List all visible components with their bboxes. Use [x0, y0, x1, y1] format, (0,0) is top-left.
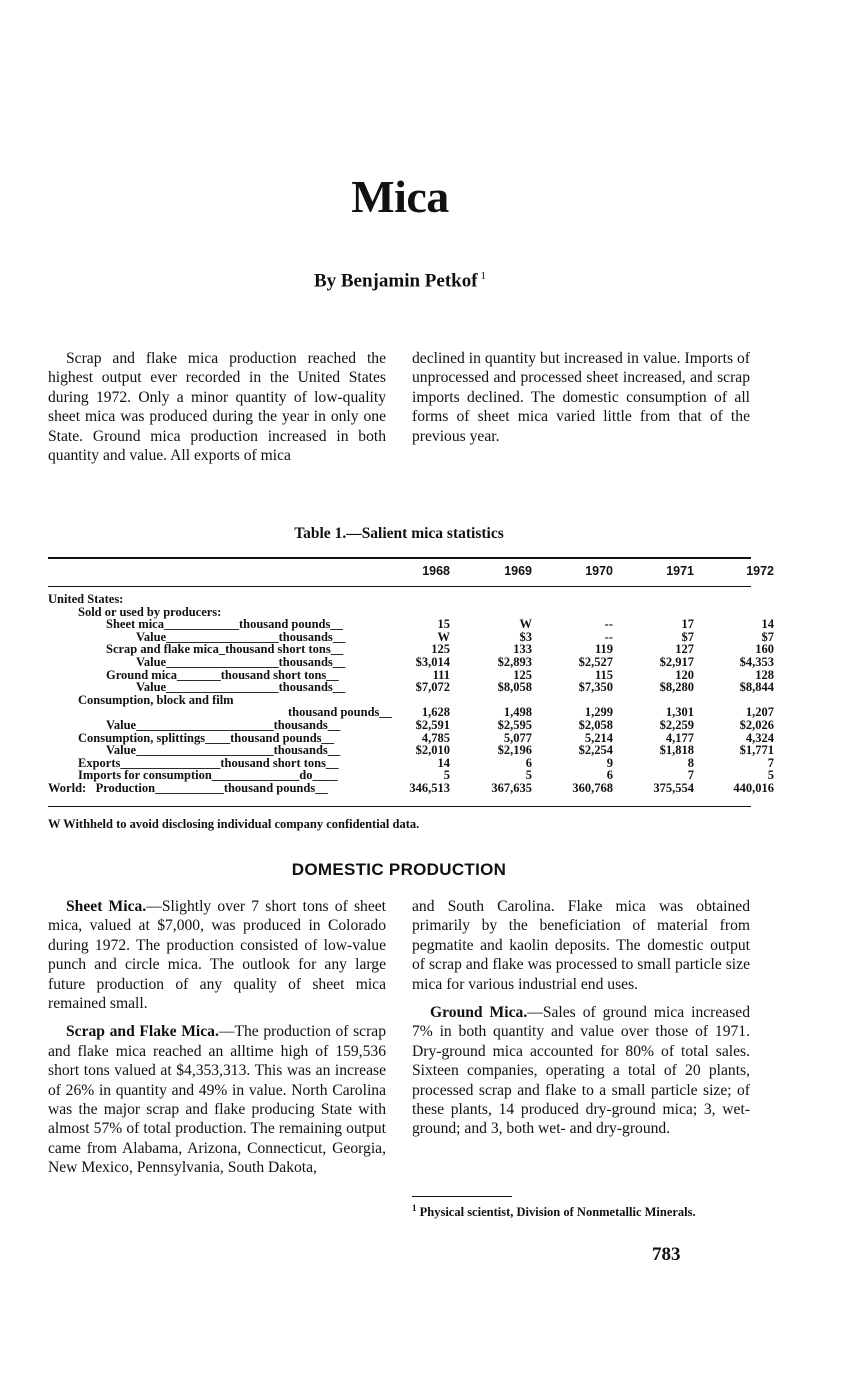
row-label: Value__________________thousands__	[136, 629, 346, 644]
table-top-rule	[48, 557, 751, 559]
table-caption: Table 1.—Salient mica statistics	[294, 525, 504, 542]
ground-mica-paragraph	[412, 1003, 750, 1139]
table-cell: $2,595	[497, 717, 532, 732]
table-cell: $3	[519, 629, 532, 644]
page-number: 783	[652, 1244, 681, 1265]
table-cell: 5,214	[584, 730, 613, 745]
table-cell: 4,324	[745, 730, 774, 745]
row-label: Value__________________thousands__	[136, 680, 346, 695]
table-cell: 346,513	[409, 780, 450, 795]
table-cell: $2,010	[415, 743, 450, 758]
table-cell: $2,058	[578, 717, 613, 732]
table-cell: $2,254	[578, 743, 613, 758]
table-row	[48, 654, 774, 669]
table-cell: 4,785	[421, 730, 450, 745]
page-title: Mica	[351, 171, 449, 222]
table-cell: $2,591	[415, 717, 450, 732]
table-cell: 360,768	[572, 780, 613, 795]
table-cell: 125	[513, 667, 532, 682]
table-cell: $7,350	[578, 680, 613, 695]
intro-right-column	[412, 349, 750, 455]
row-label: Imports for consumption______________do____	[78, 768, 338, 783]
author-footnote-marker: 1	[480, 270, 487, 282]
footnote-rule	[412, 1196, 512, 1197]
table-cell: $8,844	[739, 680, 774, 695]
row-label: Consumption, splittings____thousand pounds__	[78, 730, 335, 745]
footnote-text: Physical scientist, Division of Nonmetallic Minerals.	[419, 1205, 696, 1220]
table-cell: 1,498	[503, 705, 532, 720]
ground-mica-heading: Ground Mica.	[430, 1004, 528, 1022]
table-cell: $7	[761, 629, 774, 644]
table-cell: 1,207	[745, 705, 774, 720]
table-cell: $4,353	[739, 654, 774, 669]
table-cell: $8,058	[497, 680, 532, 695]
table-cell: 119	[594, 642, 613, 657]
table-cell: --	[604, 617, 613, 632]
table-cell: 15	[437, 617, 450, 632]
table-cell: 375,554	[653, 780, 694, 795]
table-cell: 14	[437, 755, 450, 770]
table-cell: 125	[431, 642, 450, 657]
table-row	[48, 717, 774, 732]
table-cell: 115	[594, 667, 613, 682]
body-right-column	[412, 897, 750, 1148]
table-cell: 9	[606, 755, 613, 770]
table-cell: $3,014	[415, 654, 450, 669]
table-cell: $1,771	[739, 743, 774, 758]
table-cell: 128	[755, 667, 774, 682]
footnote-marker: 1	[412, 1203, 417, 1213]
table-cell: $2,196	[497, 743, 532, 758]
table-cell: W	[437, 629, 450, 644]
intro-paragraph-left: Scrap and flake mica production reached the highest output ever recorded in the United States during 1972. Only a minor quantity of low-quality sheet mica was produced during the year in only one State. Ground mica production increased in both quantity and value. All exports of mica	[48, 350, 386, 465]
row-label: thousand pounds__	[288, 705, 392, 720]
salient-statistics-table	[48, 592, 774, 795]
row-label: Value______________________thousands__	[106, 717, 341, 732]
row-label: Value__________________thousands__	[136, 654, 346, 669]
year-header: 1968	[422, 564, 450, 578]
table-footnote: W Withheld to avoid disclosing individual company confidential data.	[48, 817, 420, 831]
table-cell: $1,818	[659, 743, 694, 758]
year-header: 1969	[504, 564, 532, 578]
table-cell: $2,893	[497, 654, 532, 669]
table-cell: 14	[761, 617, 774, 632]
body-left-column	[48, 897, 386, 1187]
row-label: Exports________________thousand short tons__	[78, 755, 339, 770]
table-cell: $7	[681, 629, 694, 644]
table-cell: 4,177	[665, 730, 694, 745]
sheet-mica-heading: Sheet Mica.	[66, 898, 147, 915]
table-cell: 6	[606, 768, 613, 783]
table-cell: 1,299	[584, 705, 613, 720]
year-header: 1970	[585, 564, 613, 578]
table-cell: W	[519, 617, 532, 632]
table-header-rule	[48, 586, 751, 587]
table-cell: 133	[513, 642, 532, 657]
row-label: Sheet mica____________thousand pounds__	[106, 617, 343, 632]
table-cell: 367,635	[491, 780, 532, 795]
year-header: 1971	[666, 564, 694, 578]
table-cell: 5	[525, 768, 532, 783]
table-cell: $8,280	[659, 680, 694, 695]
row-label: Value______________________thousands__	[106, 743, 341, 758]
sheet-mica-text: —Slightly over 7 short tons of sheet mica, valued at $7,000, was produced in Colorado during 1972. The production consisted of low-value punch and circle mica. The outlook for any large future production of any quality of sheet mica remained small.	[48, 898, 386, 1013]
table-cell: --	[604, 629, 613, 644]
table-row	[48, 780, 774, 795]
scrap-flake-paragraph	[48, 1022, 386, 1177]
table-cell: 1,628	[421, 705, 450, 720]
table-bottom-rule	[48, 806, 751, 807]
row-label: Sold or used by producers:	[78, 604, 222, 619]
section-heading: DOMESTIC PRODUCTION	[291, 860, 507, 879]
table-row	[48, 593, 751, 606]
table-cell: 6	[525, 755, 532, 770]
row-label: United States:	[48, 592, 124, 606]
table-cell: 5	[767, 768, 774, 783]
ground-mica-text: —Sales of ground mica increased 7% in both quantity and value over those of 1971. Dry-ground mica accounted for 80% of total sales. Sixteen companies, operating a total of 20 plants, processed scrap and flake to a small particle size; of these plants, 14 produced dry-ground mica; 3, wet-ground; and 3, both wet- and dry-ground.	[412, 1004, 750, 1138]
intro-left-column	[48, 349, 386, 474]
row-label: Consumption, block and film	[78, 692, 234, 707]
scrap-flake-text: —The production of scrap and flake mica reached an alltime high of 159,536 short tons valued at $4,353,313. This was an increase of 26% in quantity and 49% in value. North Carolina was the major scrap and flake producing State with almost 57% of total production. The remaining output came from Alabama, Arizona, Connecticut, Georgia, New Mexico, Pennsylvania, South Dakota,	[48, 1023, 386, 1177]
table-row	[48, 743, 774, 758]
table-cell: $2,259	[659, 717, 694, 732]
table-cell: 127	[675, 642, 694, 657]
table-cell: 440,016	[733, 780, 774, 795]
intro-paragraph-right: declined in quantity but increased in value. Imports of unprocessed and processed sheet increased, and scrap imports declined. The domestic consumption of all forms of sheet mica varied little from that of the previous year.	[412, 350, 750, 445]
author-byline	[0, 270, 800, 292]
table-cell: $2,026	[739, 717, 774, 732]
table-cell: 120	[675, 667, 694, 682]
row-label: Ground mica_______thousand short tons__	[106, 667, 339, 682]
table-row	[48, 694, 751, 707]
sheet-mica-paragraph	[48, 897, 386, 1013]
table-cell: 5	[443, 768, 450, 783]
table-cell: 17	[681, 617, 694, 632]
scrap-flake-heading: Scrap and Flake Mica.	[66, 1023, 219, 1041]
table-cell: 111	[432, 667, 450, 682]
table-cell: 1,301	[665, 705, 694, 720]
table-cell: $7,072	[415, 680, 450, 695]
table-cell: 8	[687, 755, 694, 770]
table-cell: $2,527	[578, 654, 613, 669]
table-cell: $2,917	[659, 654, 694, 669]
table-cell: 160	[755, 642, 774, 657]
row-label: Scrap and flake mica_thousand short tons__	[106, 642, 344, 657]
author-name: By Benjamin Petkof	[313, 270, 478, 292]
table-cell: 7	[767, 755, 774, 770]
row-label: World: Production___________thousand pounds__	[48, 780, 328, 795]
year-header: 1972	[746, 564, 774, 578]
table-row	[48, 617, 774, 632]
table-cell: 7	[687, 768, 694, 783]
table-row	[48, 680, 774, 695]
table-cell: 5,077	[503, 730, 532, 745]
author-footnote	[412, 1202, 750, 1219]
scrap-flake-continuation: and South Carolina. Flake mica was obtained primarily by the beneficiation of material from pegmatite and kaolin deposits. The domestic output of scrap and flake was processed to small particle size mica for various industrial end uses.	[412, 898, 750, 993]
